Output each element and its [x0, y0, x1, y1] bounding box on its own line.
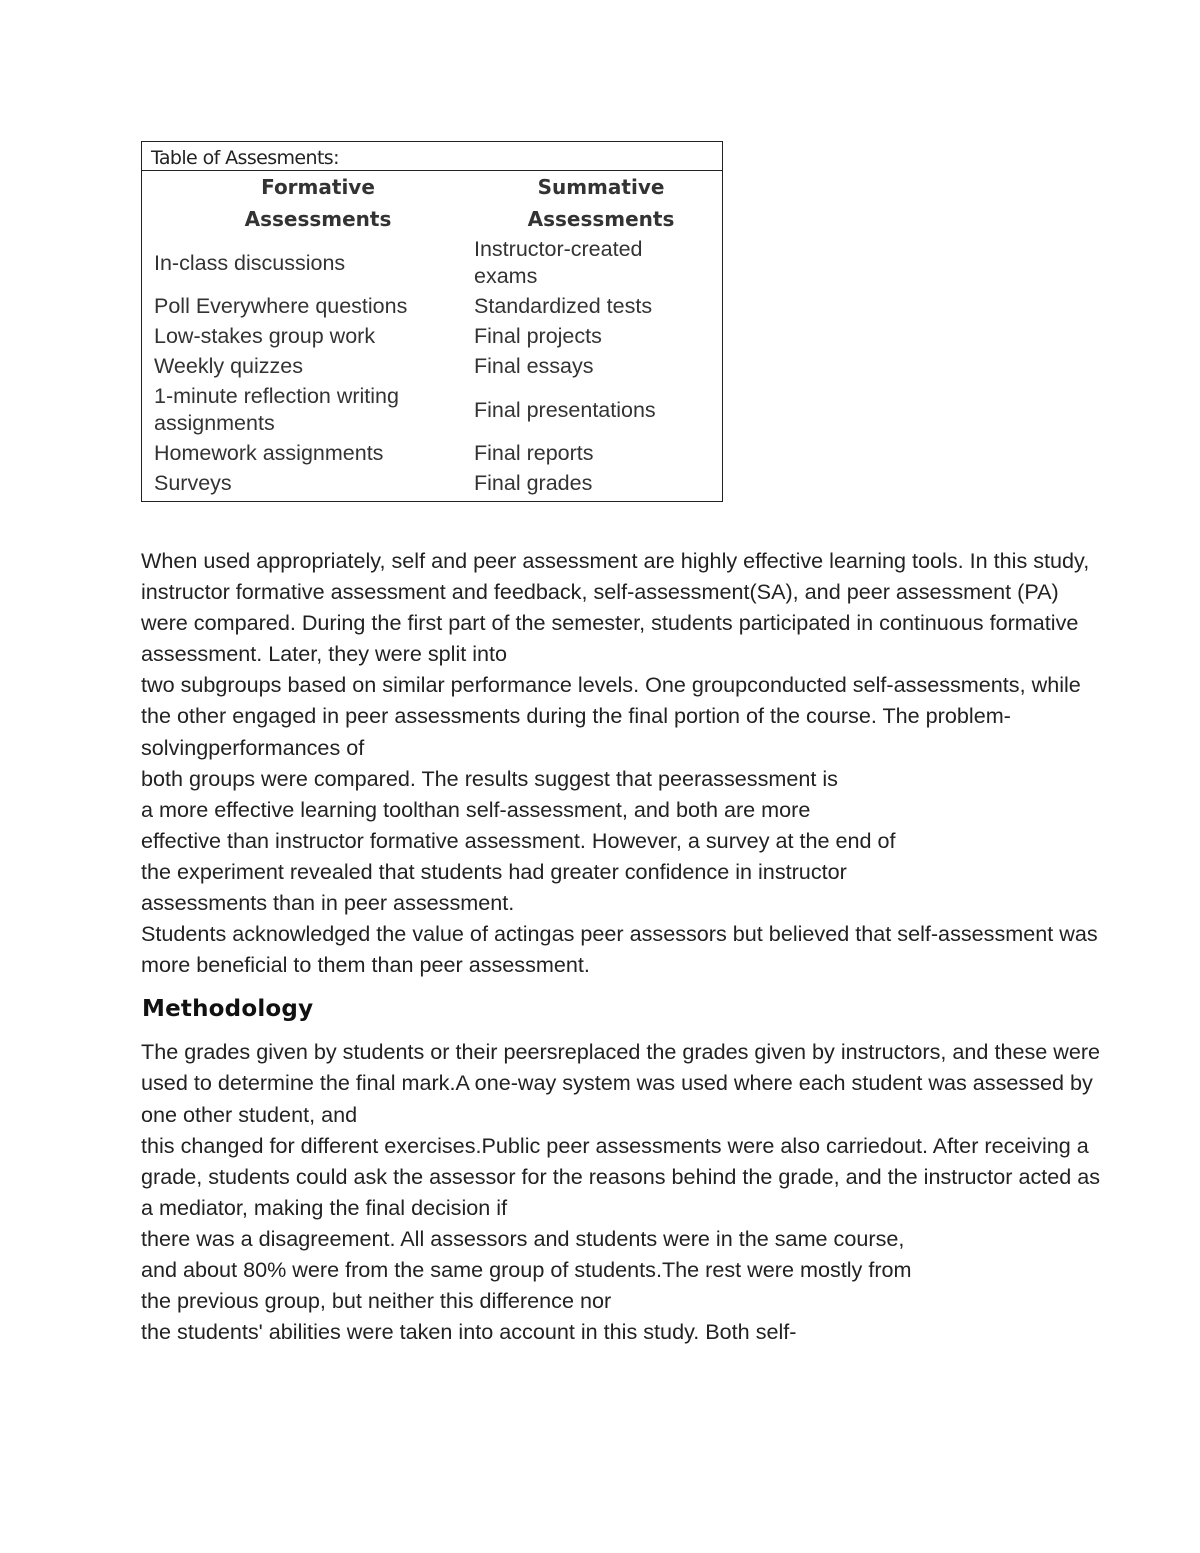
table-body — [142, 171, 722, 501]
table-row — [142, 292, 722, 322]
section-heading: Methodology — [142, 996, 314, 1023]
table-row — [142, 439, 722, 469]
table-row — [142, 382, 722, 439]
summative-header — [494, 171, 708, 235]
table-header-row — [142, 171, 722, 235]
summative-cell: Standardized tests — [474, 294, 653, 318]
table-caption: Table of Assesments: — [142, 142, 722, 171]
article-body — [141, 545, 1101, 1347]
summative-cell: Final essays — [474, 354, 594, 378]
formative-cell: Weekly quizzes — [154, 354, 303, 378]
formative-header-text: Formative Assessments — [244, 175, 392, 231]
table-row — [142, 235, 722, 292]
formative-cell: 1-minute reflection writing assignments — [154, 384, 399, 435]
summative-cell: Final presentations — [474, 397, 656, 422]
formative-cell: Poll Everywhere questions — [154, 294, 408, 318]
summative-cell: Instructor-created exams — [474, 237, 643, 288]
summative-header-text: Summative Assessments — [527, 175, 675, 231]
formative-cell: Homework assignments — [154, 441, 384, 465]
table-row — [142, 322, 722, 352]
intro-paragraph: When used appropriately, self and peer assessment are highly effective learning tools. In this study, instructor formative assessment and feedback, self-assessment(SA), and peer assessment (PA) were compared. During the first part of the semester, students participated in continuous formative assessment. Later, they were split into two subgroups based on similar performance levels. One groupconducted self-assessments, while the other engaged in peer assessments during the final portion of the course. The problem-solvingperformances of both groups were compared. The results suggest that peerassessment is a more effective learning toolthan self-assessment, and both are more effective than instructor formative assessment. However, a survey at the end of the experiment revealed that students had greater confidence in instructor assessments than in peer assessment. Students acknowledged the value of actingas peer assessors but believed that self-assessment was more beneficial to them than peer assessment. — [141, 548, 1098, 978]
table-row — [142, 352, 722, 382]
summative-cell: Final reports — [474, 441, 594, 465]
formative-header — [142, 171, 494, 235]
assessments-table — [141, 141, 723, 502]
summative-cell: Final projects — [474, 324, 602, 348]
summative-cell: Final grades — [474, 471, 593, 495]
formative-cell: In-class discussions — [154, 250, 346, 275]
methodology-paragraph: The grades given by students or their peersreplaced the grades given by instructors, and these were used to determine the final mark.A one-way system was used where each student was assessed by one other student, and this changed for different exercises.Public peer assessments were also carriedout. After receiving a grade, students could ask the assessor for the reasons behind the grade, and the instructor acted as a mediator, making the final decision if there was a disagreement. All assessors and students were in the same course, and about 80% were from the same group of students.The rest were mostly from the previous group, but neither this difference nor the students' abilities were taken into account in this study. Both self- — [141, 1039, 1101, 1345]
formative-cell: Low-stakes group work — [154, 324, 376, 348]
table-rows — [142, 235, 722, 499]
formative-cell: Surveys — [154, 471, 232, 495]
table-row — [142, 469, 722, 499]
